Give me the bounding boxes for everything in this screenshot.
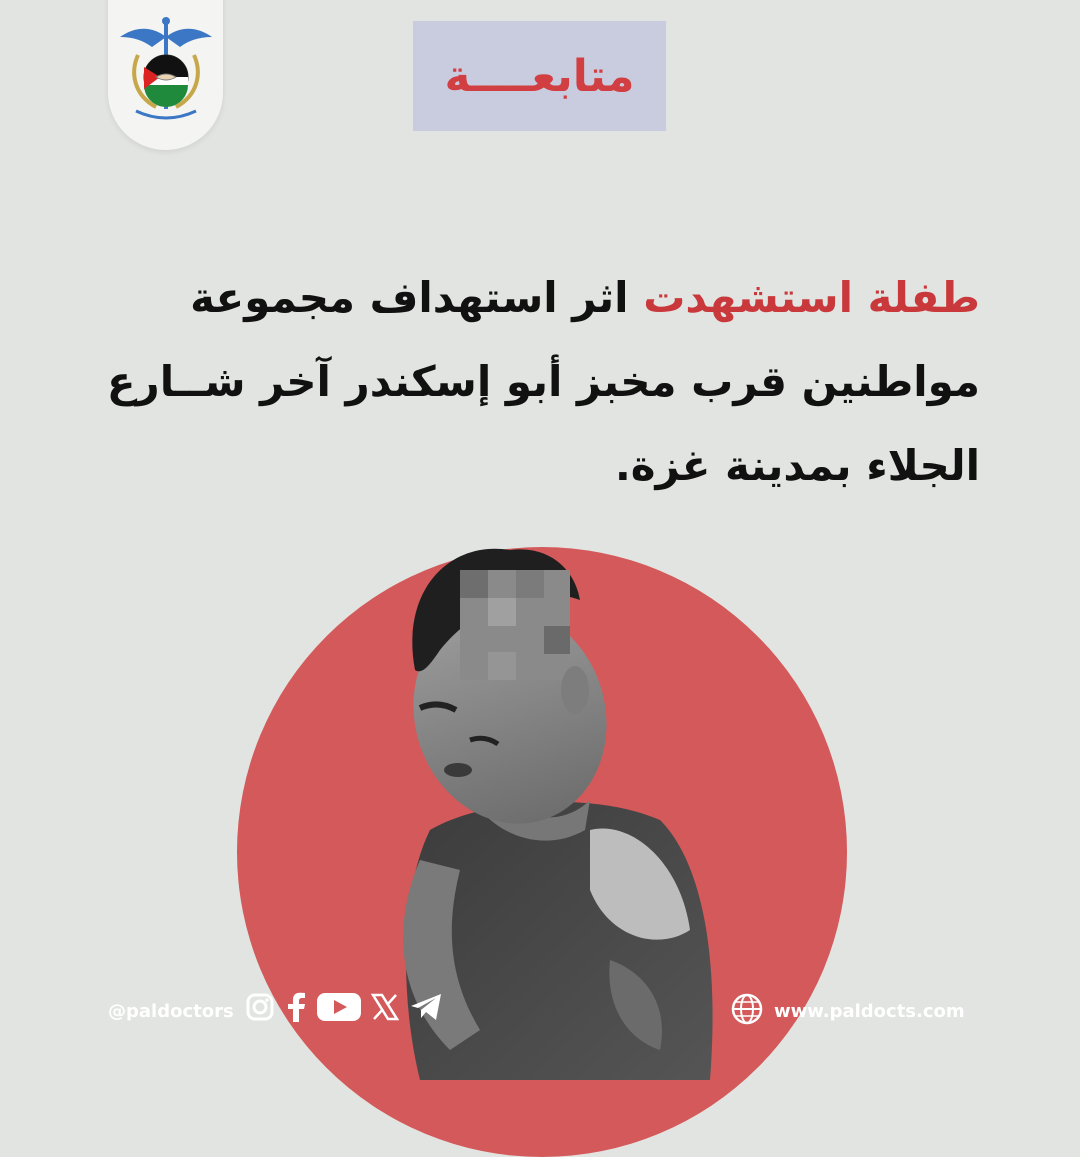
social-icons — [245, 992, 443, 1022]
telegram-icon[interactable] — [409, 992, 443, 1022]
tag-label: متابعــــة — [444, 50, 635, 102]
website-link[interactable]: www.paldocts.com — [774, 1001, 965, 1022]
organization-logo — [108, 0, 223, 150]
headline-text: اثر استهداف مجموعة مواطنين قرب مخبز أبو إسكندر آخر شــارع الجلاء بمدينة غزة. — [106, 273, 980, 490]
instagram-icon[interactable] — [245, 992, 275, 1022]
social-handle[interactable]: @paldoctors — [108, 1001, 234, 1022]
facebook-icon[interactable] — [285, 992, 307, 1022]
blurred-area — [460, 570, 570, 680]
headline-highlight: طفلة استشهدت — [643, 273, 980, 322]
youtube-icon[interactable] — [317, 992, 361, 1022]
headline — [100, 256, 980, 508]
follow-up-tag — [413, 21, 666, 131]
globe-icon — [730, 992, 764, 1030]
footer — [0, 990, 1080, 1040]
x-icon[interactable] — [371, 993, 399, 1021]
